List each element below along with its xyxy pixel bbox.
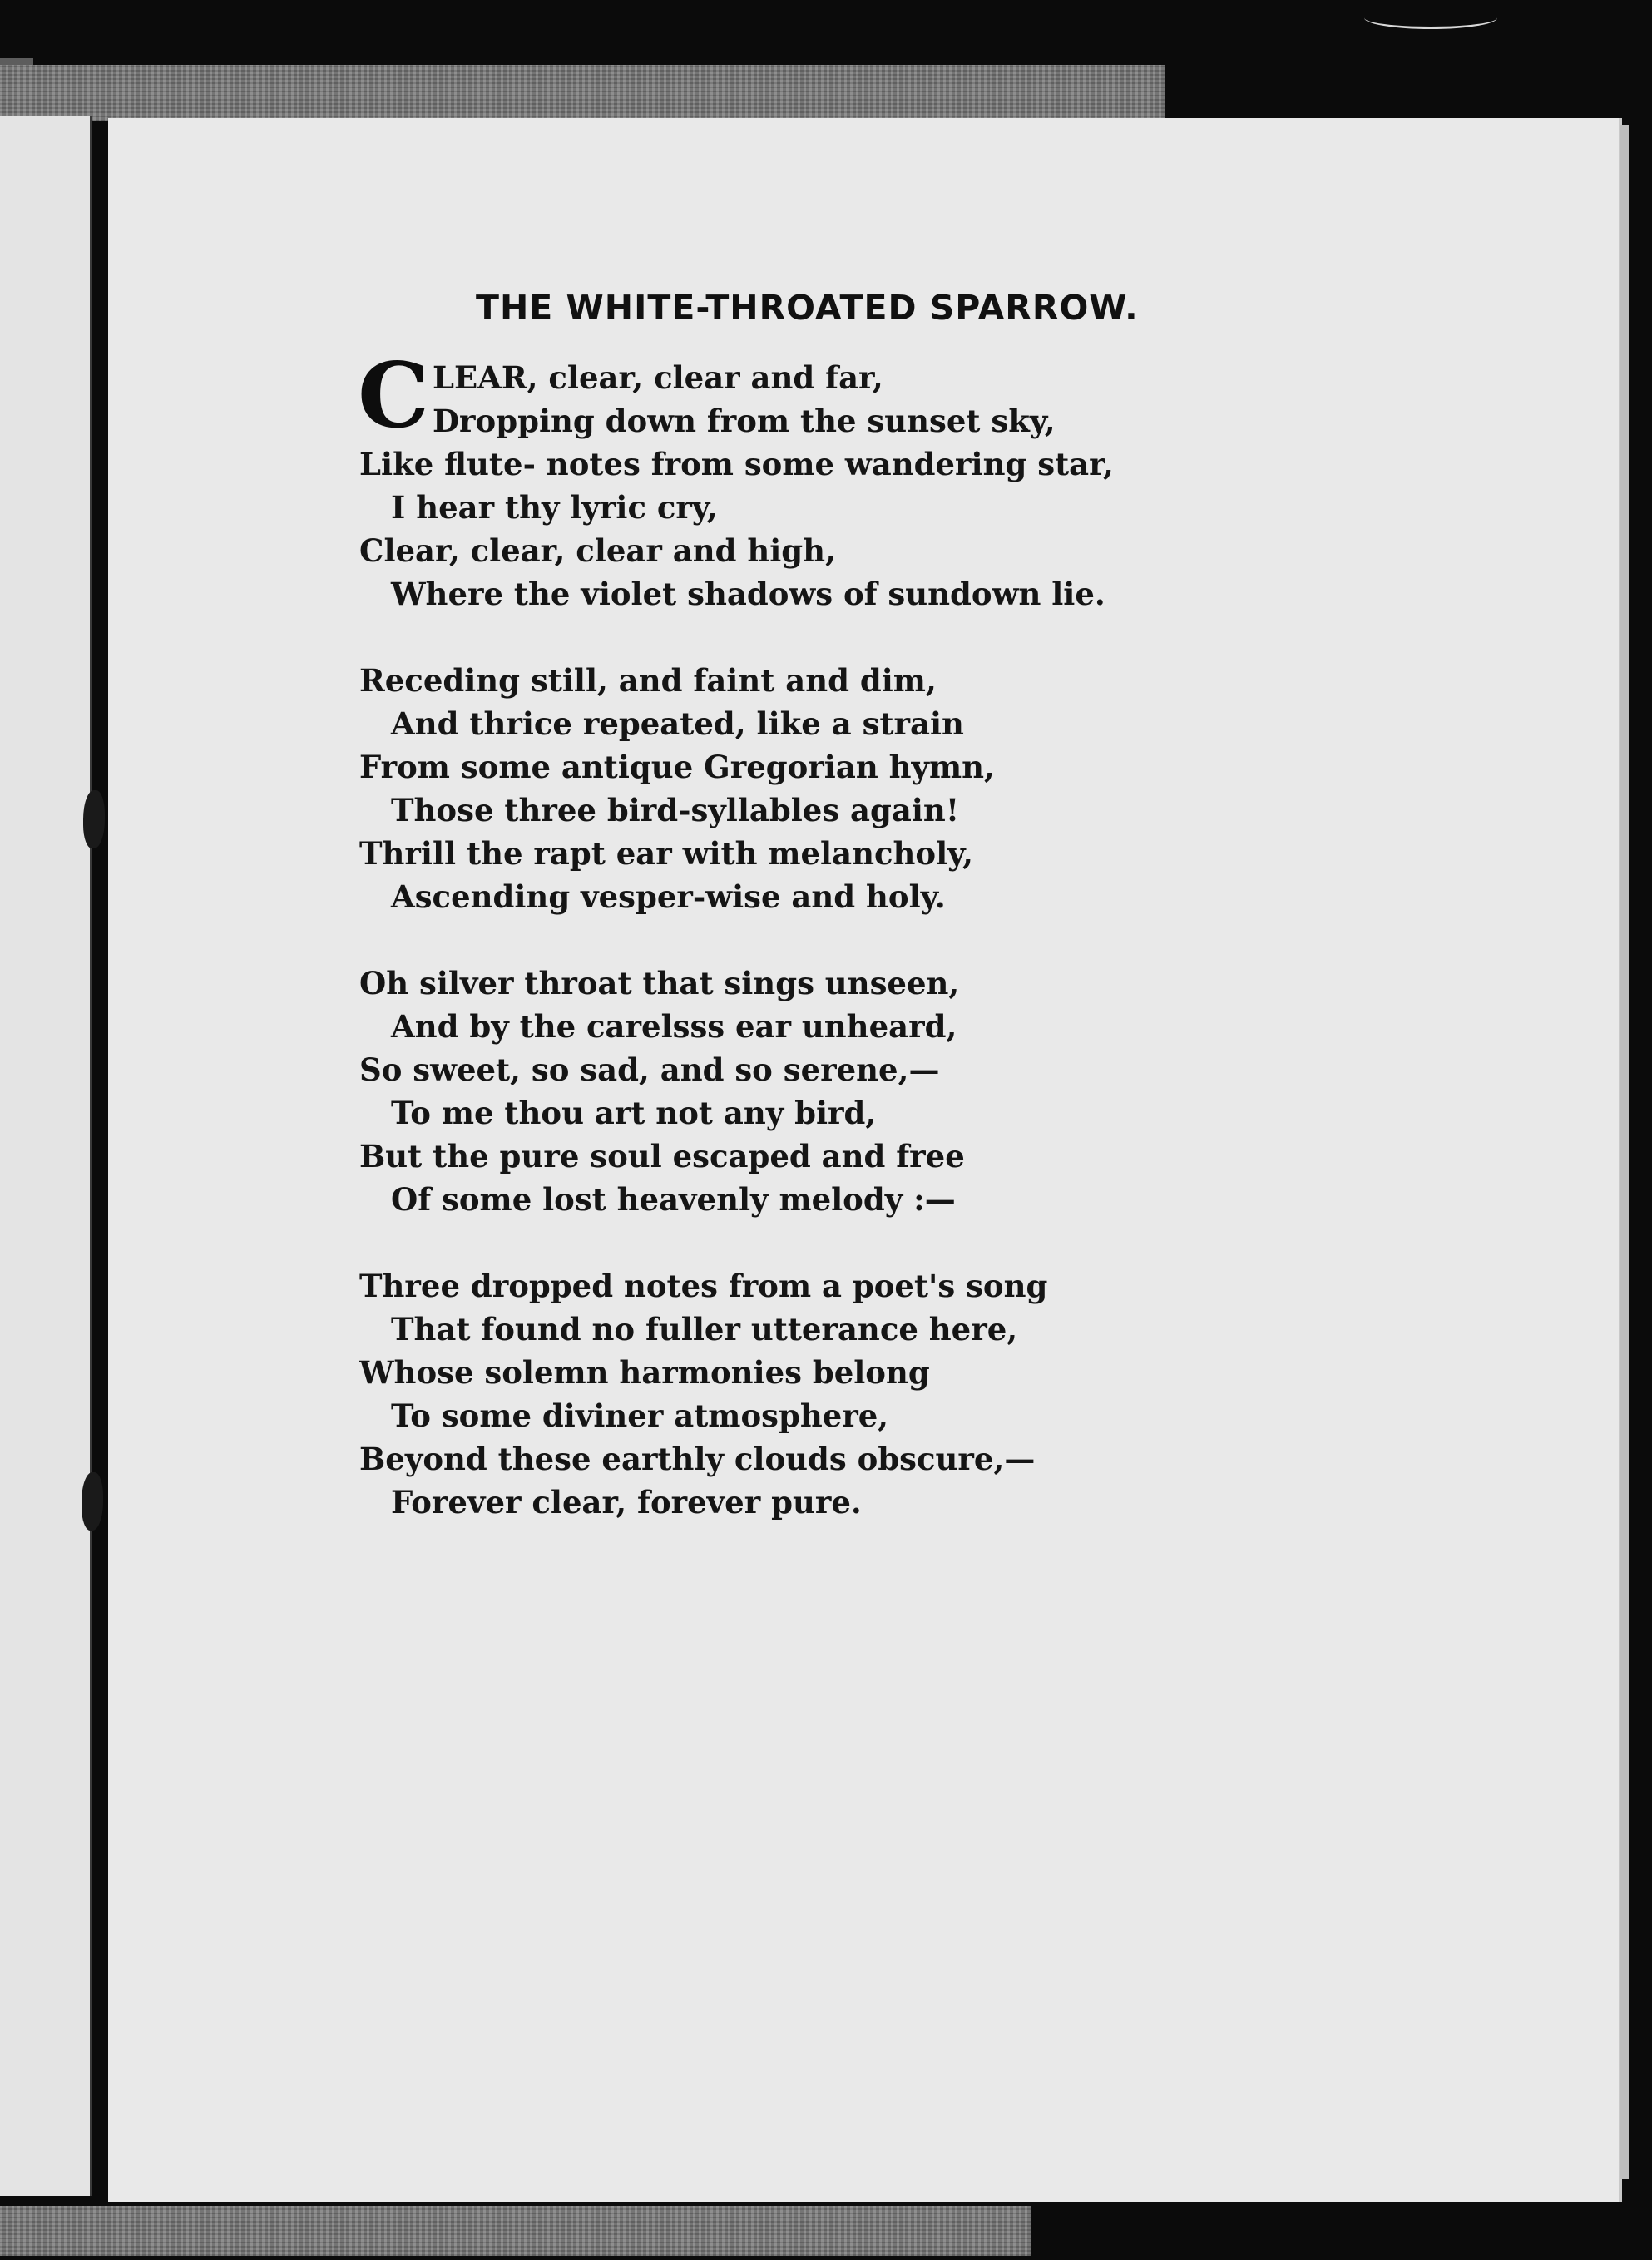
poem-line-text: I hear thy lyric cry, [391, 489, 718, 526]
poem-line [359, 443, 1358, 486]
poem-line [359, 1308, 1358, 1351]
poem-stanza [359, 962, 1358, 1221]
poem-line-text: Receding still, and faint and dim, [359, 662, 937, 699]
poem-line [359, 1091, 1358, 1135]
poem-line [359, 962, 1358, 1005]
poem-line [359, 1351, 1358, 1394]
poem-line [359, 486, 1358, 529]
poem-line-text: Whose solemn harmonies belong [359, 1354, 930, 1391]
poem-line-text: Forever clear, forever pure. [391, 1484, 862, 1521]
book-edge-top [0, 65, 1165, 121]
poem-line [359, 659, 1358, 702]
poem-line [359, 1264, 1358, 1308]
page-gutter [90, 116, 92, 2196]
poem-line [359, 399, 1358, 443]
poem-line-text: Thrill the rapt ear with melancholy, [359, 835, 973, 872]
poem-line [359, 832, 1358, 875]
poem-line-text: And thrice repeated, like a strain [391, 705, 964, 742]
drop-cap: C [358, 344, 429, 448]
poem-line [359, 1048, 1358, 1091]
poem-line [359, 529, 1358, 572]
poem-line-text: To some diviner atmosphere, [391, 1397, 889, 1434]
poem-line [359, 875, 1358, 918]
binding-mark [83, 790, 105, 848]
poem-line-text: And by the carelsss ear unheard, [391, 1008, 957, 1045]
poem-stanza [359, 659, 1358, 918]
poem-line [359, 572, 1358, 616]
poem-line-text: Those three bird-syllables again! [391, 792, 960, 828]
poem-line-text: To me thou art not any bird, [391, 1095, 877, 1131]
poem-line-text: Clear, clear, clear and high, [359, 532, 836, 569]
poem-line-text: Dropping down from the sunset sky, [432, 403, 1056, 439]
page-edge-right [1620, 125, 1629, 2179]
poem-line [359, 1394, 1358, 1437]
poem-line-text: Three dropped notes from a poet's song [359, 1268, 1048, 1304]
poem-title: THE WHITE-THROATED SPARROW. [476, 288, 1139, 328]
poem-line [359, 789, 1358, 832]
poem-line-text: That found no fuller utterance here, [391, 1311, 1018, 1348]
poem-line-text: But the pure soul escaped and free [359, 1138, 965, 1175]
poem-line-text: From some antique Gregorian hymn, [359, 749, 995, 785]
book-edge-bottom [0, 2206, 1031, 2256]
poem-stanza [359, 1264, 1358, 1524]
poem-line [359, 702, 1358, 745]
poem-line-text: Of some lost heavenly melody :— [391, 1181, 956, 1218]
poem-line [359, 1135, 1358, 1178]
poem-line-text: Like flute- notes from some wandering star, [359, 446, 1114, 482]
poem-line-text: Ascending vesper-wise and holy. [391, 878, 946, 915]
poem-line-text: LEAR, clear, clear and far, [432, 359, 883, 396]
poem-line [359, 356, 1358, 399]
poem-line [359, 1005, 1358, 1048]
poem-line-text: Oh silver throat that sings unseen, [359, 965, 960, 1001]
poem-line [359, 1481, 1358, 1524]
poem-line-text: Where the violet shadows of sundown lie. [391, 576, 1105, 612]
binding-mark [82, 1472, 103, 1531]
poem-line [359, 1178, 1358, 1221]
poem-line-text: So sweet, so sad, and so serene,— [359, 1051, 940, 1088]
poem-line [359, 1437, 1358, 1481]
poem-body [358, 344, 1358, 1567]
facing-page-edge [0, 116, 92, 2196]
scan-artifact [1364, 7, 1497, 29]
poem-line [359, 745, 1358, 789]
poem-line-text: Beyond these earthly clouds obscure,— [359, 1441, 1036, 1477]
poem-stanza [358, 344, 1358, 616]
